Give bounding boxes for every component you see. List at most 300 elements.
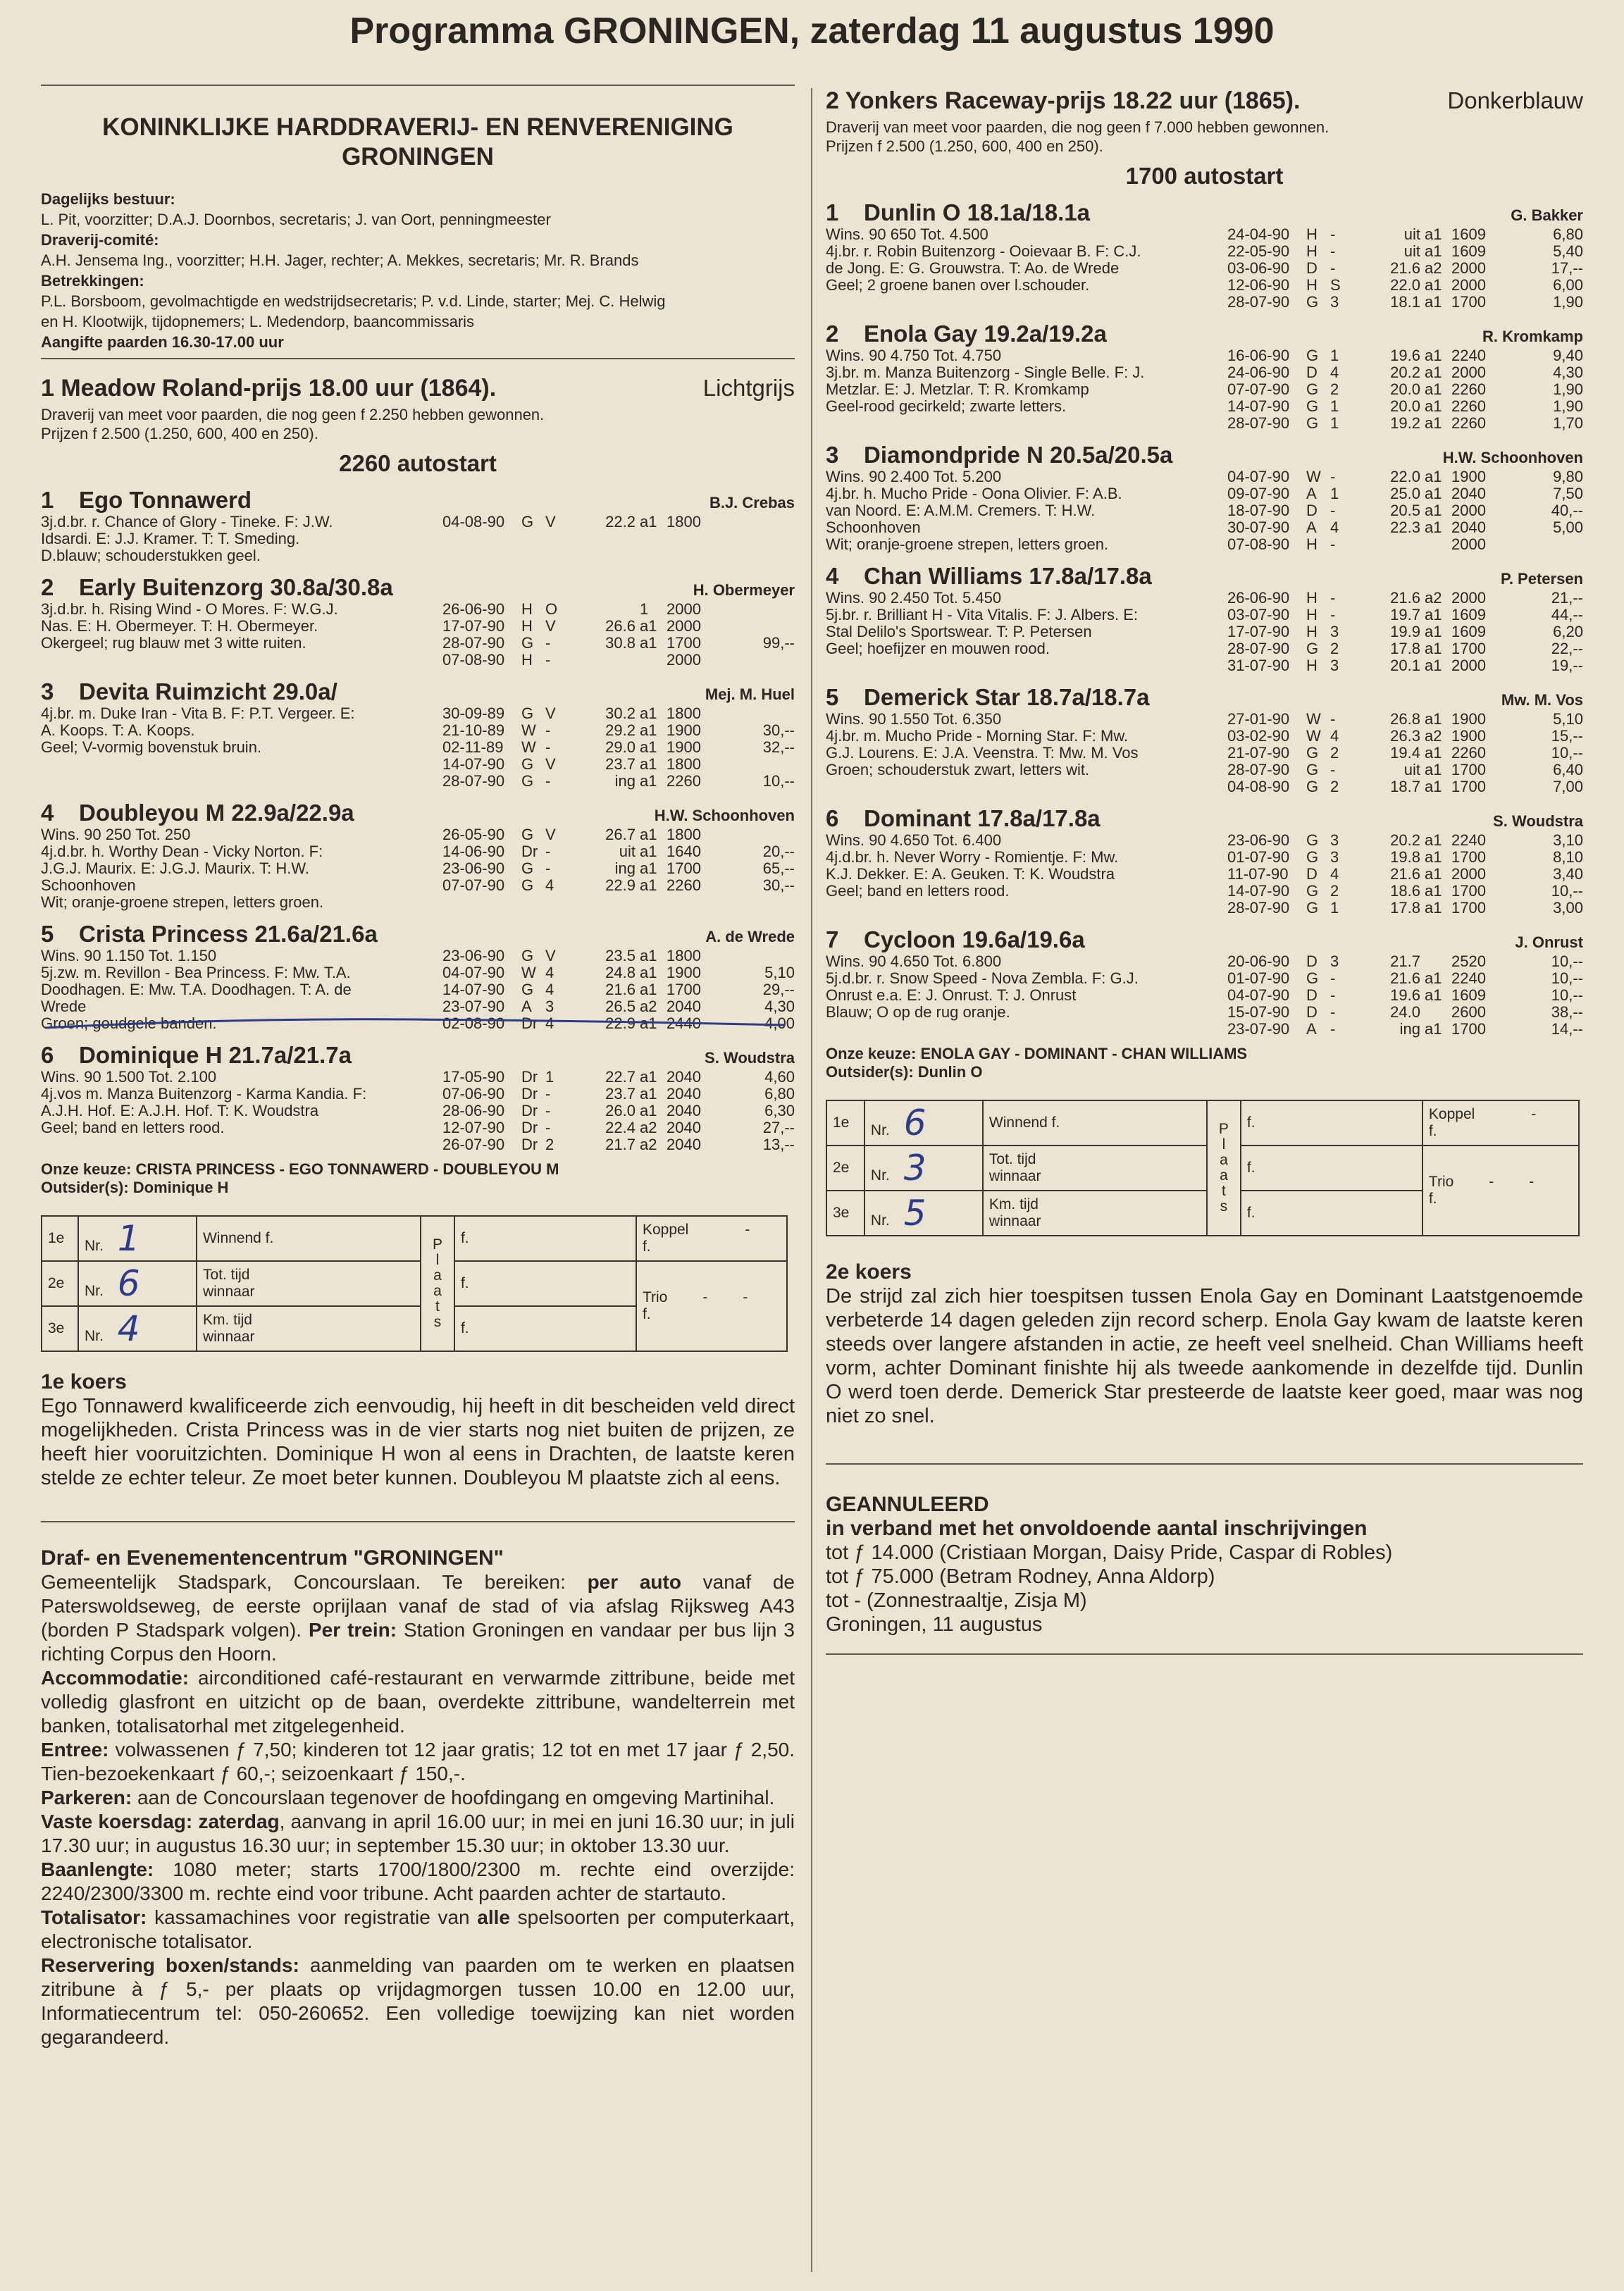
form-row [1227, 623, 1583, 640]
form-cell: 1900 [667, 964, 701, 981]
form-cell: - [1330, 589, 1336, 607]
form-row [1227, 519, 1583, 536]
form-cell: 14-06-90 [442, 843, 505, 860]
form-cell: 1700 [1451, 848, 1486, 866]
form-row [442, 860, 795, 877]
koers1-heading: 1e koers [41, 1370, 127, 1393]
centrum-loc-b: per auto [587, 1571, 681, 1593]
form-cell: 1609 [1451, 623, 1486, 640]
form-cell: G [521, 859, 534, 877]
form-cell: G [1306, 744, 1319, 762]
form-row [1227, 226, 1583, 243]
horse-body [826, 226, 1583, 311]
horse-title [41, 921, 378, 948]
form-cell: Dr [521, 1085, 538, 1103]
geannuleerd-line-4: Groningen, 11 augustus [826, 1613, 1043, 1636]
form-cell: 26-06-90 [1227, 589, 1290, 607]
form-cell: 18.7 [1390, 778, 1420, 795]
association-name [41, 113, 795, 172]
horse-desc-line: 5j.zw. m. Revillon - Bea Princess. F: Mw. T.A. [41, 964, 351, 981]
form-cell: a1 [640, 513, 657, 530]
horse-desc-line: Geel; band en letters rood. [826, 882, 1010, 900]
form-cell: 2040 [667, 1085, 701, 1103]
form-cell: 30.2 [605, 704, 636, 722]
dash: - [1531, 1106, 1537, 1122]
horse-body [41, 514, 795, 564]
form-cell: V [545, 755, 556, 773]
form-cell: G [1306, 761, 1319, 778]
geannuleerd-line-3: tot - (Zonnestraaltje, Zisja M) [826, 1589, 1087, 1612]
amount-cell: f. [1241, 1191, 1422, 1236]
form-row [442, 877, 795, 894]
form-cell: 9,40 [1553, 347, 1583, 364]
form-cell: 20.2 [1390, 831, 1420, 849]
form-cell: 04-07-90 [442, 964, 505, 981]
form-cell: G [521, 876, 534, 894]
page-title: Programma GRONINGEN, zaterdag 11 augustus 1990 [349, 11, 1275, 51]
horse-entry [41, 800, 795, 911]
form-cell: 19.2 [1390, 414, 1420, 432]
form-cell: 2040 [1451, 519, 1486, 536]
horse-desc-line: Wins. 90 2.450 Tot. 5.450 [826, 589, 1002, 607]
form-cell: 26.5 [605, 998, 636, 1015]
centrum-tot-c: spelsoorten per computerkaart, electronische totalisator. [41, 1906, 795, 1952]
form-cell: a1 [1425, 969, 1442, 987]
horse-entry [41, 574, 795, 669]
form-cell: 25.0 [1390, 485, 1420, 502]
form-row [442, 1086, 795, 1103]
horse-name: Dominant 17.8a/17.8a [864, 805, 1101, 831]
form-cell: 26.8 [1390, 710, 1420, 728]
horse-desc-line: Blauw; O op de rug oranje. [826, 1003, 1010, 1021]
place-cell: 3e [42, 1306, 78, 1351]
horse-desc-line: Geel; 2 groene banen over l.schouder. [826, 276, 1090, 294]
plaats-cell [1207, 1100, 1241, 1236]
form-cell: - [1330, 969, 1336, 987]
form-row [1227, 711, 1583, 728]
horse-number: 7 [826, 926, 839, 952]
horse-entry [41, 1042, 795, 1153]
form-cell: 1 [1330, 414, 1339, 432]
form-cell: G [1306, 293, 1319, 311]
horse-body [826, 590, 1583, 674]
centrum-entree [41, 1738, 795, 1786]
form-cell: ing [614, 859, 636, 877]
form-cell [726, 948, 795, 964]
form-cell: a1 [1425, 657, 1442, 674]
form-cell: 22.0 [1390, 276, 1420, 294]
centrum-parkeren [41, 1786, 795, 1810]
form-cell: 20-06-90 [1227, 952, 1290, 970]
form-cell: 2000 [1451, 259, 1486, 277]
koers2-text: De strijd zal zich hier toespitsen tussen Enola Gay en Dominant Laatstgenoemde verbeterde 14 dagen geleden zijn record scherp. Enola Gay kwam de laatste keren steeds over langere afstanden in actie, ze heeft veel snelheid. Chan Williams heeft vorm, achter Dominant finishte hij als tweede aankomende in dezelfde tijd. Dunlin O werd toen derde. Demerick Star presteerde de laatste keer goed, maar was nog niet zo snel. [826, 1285, 1583, 1427]
rule [41, 358, 795, 359]
form-cell: 2000 [1451, 865, 1486, 883]
plaats-letter: l [435, 1252, 440, 1268]
form-cell: 2260 [1451, 414, 1486, 432]
horse-title [41, 1042, 352, 1069]
horse-desc-line: 3j.d.br. r. Chance of Glory - Tineke. F: J.W. [41, 513, 333, 530]
form-cell: 19.7 [1390, 606, 1420, 623]
horse-desc-line: 4j.br. m. Duke Iran - Vita B. F: P.T. Vergeer. E: [41, 704, 355, 722]
form-row [1227, 728, 1583, 745]
horse-description [826, 468, 1227, 553]
form-cell: - [1330, 468, 1336, 485]
form-cell: a1 [1425, 710, 1442, 728]
form-cell: 24-06-90 [1227, 364, 1290, 381]
form-cell: a1 [1425, 397, 1442, 415]
form-cell: 2520 [1451, 952, 1486, 970]
form-cell: 21.7 [1390, 952, 1420, 970]
horse-entry [826, 805, 1583, 917]
horse-desc-line: Doodhagen. E: Mw. T.A. Doodhagen. T: A. de [41, 981, 352, 998]
form-cell: H [1306, 276, 1318, 294]
form-cell: 10,-- [762, 772, 795, 790]
koers2-heading: 2e koers [826, 1260, 912, 1284]
form-cell: 04-07-90 [1227, 468, 1290, 485]
form-cell: 20.0 [1390, 380, 1420, 398]
form-row [442, 826, 795, 843]
form-row [1227, 745, 1583, 762]
horse-entry [41, 678, 795, 790]
geannuleerd-line-2: tot ƒ 75.000 (Betram Rodney, Anna Aldorp) [826, 1565, 1215, 1588]
horse-desc-line: Schoonhoven [826, 519, 921, 536]
form-cell: 29.0 [605, 738, 636, 756]
koppel-f: f. [642, 1238, 651, 1255]
form-cell: D [1306, 865, 1318, 883]
result-row [42, 1261, 787, 1306]
form-cell: 26-07-90 [442, 1136, 505, 1153]
horse-driver: R. Kromkamp [1482, 328, 1583, 345]
form-cell [726, 514, 795, 530]
horse-name: Ego Tonnawerd [79, 487, 252, 513]
form-row [442, 705, 795, 722]
form-cell: W [521, 721, 536, 739]
horse-entry [826, 563, 1583, 674]
horse-header [41, 921, 795, 948]
form-cell: 21.6 [1390, 865, 1420, 883]
horse-form [442, 601, 795, 669]
form-row [1227, 243, 1583, 260]
horse-body [826, 711, 1583, 795]
form-cell: 7,50 [1553, 485, 1583, 502]
form-cell: a1 [1425, 606, 1442, 623]
form-cell: 28-07-90 [1227, 899, 1290, 917]
form-cell: 01-07-90 [1227, 848, 1290, 866]
geannuleerd-block [826, 1493, 1583, 1637]
form-cell: 1609 [1451, 986, 1486, 1004]
form-cell: a1 [1425, 865, 1442, 883]
form-cell: 30-09-89 [442, 704, 505, 722]
horse-number: 3 [826, 442, 839, 468]
trio-text: Trio [642, 1289, 668, 1305]
centrum-tot-a: kassamachines voor registratie van [147, 1906, 478, 1928]
label-cell [197, 1306, 421, 1351]
form-cell: 31-07-90 [1227, 657, 1290, 674]
form-cell: 28-07-90 [1227, 414, 1290, 432]
form-cell: H [1306, 623, 1318, 640]
geannuleerd-heading: GEANNULEERD [826, 1493, 989, 1516]
horse-header [41, 574, 795, 601]
horse-number: 1 [826, 199, 839, 225]
horse-form [1227, 468, 1583, 553]
form-cell [726, 756, 795, 773]
form-cell: 3,00 [1553, 899, 1583, 917]
form-cell: 4 [1330, 364, 1339, 381]
amount-cell: f. [454, 1306, 636, 1351]
form-cell: a1 [1425, 414, 1442, 432]
form-cell: Dr [521, 1136, 538, 1153]
form-cell: 26.3 [1390, 727, 1420, 745]
form-cell: 1800 [667, 826, 701, 843]
form-cell: 23.7 [605, 1085, 636, 1103]
race2-title: 2 Yonkers Raceway-prijs 18.22 uur (1865). [826, 87, 1301, 114]
form-cell: a1 [640, 843, 657, 860]
horse-description [826, 226, 1227, 311]
handwritten-number: 6 [903, 1103, 926, 1143]
form-cell: 2040 [667, 998, 701, 1015]
form-cell: a1 [640, 859, 657, 877]
form-cell: A [1306, 485, 1317, 502]
horse-name: Chan Williams 17.8a/17.8a [864, 563, 1152, 589]
horse-desc-line: 3j.d.br. h. Rising Wind - O Mores. F: W.G.J. [41, 600, 338, 618]
form-cell: 07-07-90 [1227, 380, 1290, 398]
plaats-letter: t [435, 1298, 440, 1315]
form-cell: 4,00 [764, 1014, 795, 1032]
horse-form [1227, 953, 1583, 1038]
top-rule [41, 85, 795, 86]
horse-name: Enola Gay 19.2a/19.2a [864, 321, 1107, 347]
form-cell: Dr [521, 1119, 538, 1136]
form-cell: a1 [640, 1085, 657, 1103]
koppel-label [643, 1222, 781, 1238]
form-cell: a1 [640, 772, 657, 790]
form-cell: - [1330, 259, 1336, 277]
form-cell: V [545, 826, 556, 843]
form-cell: 20.1 [1390, 657, 1420, 674]
form-cell: A [1306, 519, 1317, 536]
form-cell: 2000 [1451, 364, 1486, 381]
horse-title [826, 563, 1152, 590]
form-cell: 01-07-90 [1227, 969, 1290, 987]
horse-header [826, 926, 1583, 953]
form-cell: 1 [1330, 899, 1339, 917]
horse-title [41, 678, 337, 705]
form-cell: 10,-- [1551, 744, 1583, 762]
horse-form [442, 1069, 795, 1153]
horse-desc-line: Wins. 90 1.500 Tot. 2.100 [41, 1068, 217, 1086]
form-cell: D [1306, 259, 1318, 277]
form-cell: 24.8 [605, 964, 636, 981]
form-cell: 2040 [667, 1136, 701, 1153]
form-cell: a1 [640, 981, 657, 998]
horse-description [826, 590, 1227, 674]
form-cell: 1,90 [1553, 397, 1583, 415]
dash: - [743, 1289, 748, 1305]
form-cell: 04-08-90 [442, 513, 505, 530]
form-cell: 10,-- [1551, 882, 1583, 900]
form-cell: 1700 [1451, 761, 1486, 778]
horse-form [442, 514, 795, 564]
plaats-letter: s [433, 1314, 442, 1330]
form-cell: a1 [1425, 623, 1442, 640]
dash: - [1489, 1174, 1494, 1190]
form-cell: 22.9 [605, 1014, 636, 1032]
form-cell: ing [614, 772, 636, 790]
form-cell: a2 [640, 1119, 657, 1136]
horse-name: Dominique H 21.7a/21.7a [79, 1042, 352, 1068]
trio-label [1429, 1174, 1573, 1191]
form-cell: 26.0 [605, 1102, 636, 1119]
form-cell: a1 [1425, 640, 1442, 657]
form-cell: a1 [1425, 519, 1442, 536]
form-cell: H [1306, 657, 1318, 674]
handwritten-number: 4 [117, 1308, 140, 1349]
form-cell: 22.0 [1390, 468, 1420, 485]
form-cell: a1 [1425, 761, 1442, 778]
form-cell: - [1330, 535, 1336, 553]
form-cell: 5,00 [1553, 519, 1583, 536]
horse-driver: H.W. Schoonhoven [654, 807, 795, 824]
form-cell: 1 [640, 600, 649, 618]
form-cell: 3 [1330, 952, 1339, 970]
horse-title [826, 926, 1085, 953]
nr-cell [864, 1146, 983, 1191]
horse-body [826, 832, 1583, 917]
form-cell: 22.4 [605, 1119, 636, 1136]
horse-entry [826, 684, 1583, 795]
race2-desc-2: Prijzen f 2.500 (1.250, 600, 400 en 250). [826, 137, 1103, 155]
form-cell: a1 [1425, 882, 1442, 900]
form-cell: - [1330, 761, 1336, 778]
race1-outsider: Outsider(s): Dominique H [41, 1179, 229, 1196]
form-cell: 3 [1330, 848, 1339, 866]
horse-number: 5 [41, 921, 54, 947]
form-cell: 17,-- [1551, 259, 1583, 277]
result-row [826, 1146, 1579, 1191]
horse-body [826, 468, 1583, 553]
form-cell: 14,-- [1551, 1020, 1583, 1038]
form-cell: a1 [640, 704, 657, 722]
form-row [1227, 987, 1583, 1004]
horse-body [41, 705, 795, 790]
form-row [1227, 260, 1583, 277]
horse-desc-line: Groen; goudgele banden. [41, 1014, 217, 1032]
form-cell: 14-07-90 [1227, 397, 1290, 415]
plaats-letter: a [433, 1267, 442, 1284]
form-cell: 6,20 [1553, 623, 1583, 640]
horse-desc-line: Geel; band en letters rood. [41, 1119, 225, 1136]
horse-desc-line: Schoonhoven [41, 876, 136, 894]
centrum-reservering [41, 1954, 795, 2049]
form-cell: 1900 [1451, 727, 1486, 745]
form-cell: 1700 [667, 859, 701, 877]
form-row [442, 514, 795, 530]
form-cell: 20.0 [1390, 397, 1420, 415]
horse-name: Demerick Star 18.7a/18.7a [864, 684, 1150, 710]
form-cell: G [1306, 778, 1319, 795]
horse-title [41, 800, 354, 826]
form-row [1227, 970, 1583, 987]
horse-desc-line: Wit; oranje-groene strepen, letters groen. [41, 893, 324, 911]
form-cell: 3,10 [1553, 831, 1583, 849]
centrum-location [41, 1570, 795, 1666]
form-cell: 2040 [667, 1119, 701, 1136]
horse-desc-line: D.blauw; schouderstukken geel. [41, 547, 261, 564]
form-cell: 14-07-90 [442, 755, 505, 773]
plaats-letter: s [1220, 1198, 1228, 1215]
form-cell: 1700 [667, 981, 701, 998]
horse-desc-line: van Noord. E: A.M.M. Cremers. T: H.W. [826, 502, 1096, 519]
form-cell: 3,40 [1553, 865, 1583, 883]
plaats-letter: P [1218, 1121, 1229, 1137]
form-row [442, 964, 795, 981]
comite-text: A.H. Jensema Ing., voorzitter; H.H. Jager, rechter; A. Mekkes, secretaris; Mr. R. Brands [41, 252, 639, 269]
cell-label: Km. tijd [988, 1196, 1039, 1212]
form-cell: H [1306, 225, 1318, 243]
form-cell [726, 618, 795, 635]
form-row [1227, 953, 1583, 970]
race1-color: Lichtgrijs [702, 375, 795, 401]
horse-entry [826, 199, 1583, 311]
rule [826, 1653, 1583, 1655]
form-cell: 30,-- [762, 721, 795, 739]
form-cell: a1 [1425, 380, 1442, 398]
form-cell: 21.6 [1390, 259, 1420, 277]
form-cell: 4 [1330, 519, 1339, 536]
horse-desc-line: A. Koops. T: A. Koops. [41, 721, 195, 739]
horse-body [41, 601, 795, 669]
horse-desc-line: G.J. Lourens. E: J.A. Veenstra. T: Mw. M. Vos [826, 744, 1139, 762]
form-cell: a1 [1425, 347, 1442, 364]
form-cell: 04-08-90 [1227, 778, 1290, 795]
horse-number: 4 [41, 800, 54, 826]
form-cell: a1 [640, 826, 657, 843]
form-cell: G [1306, 640, 1319, 657]
plaats-letter: a [1220, 1167, 1228, 1184]
form-cell: 3 [1330, 831, 1339, 849]
cell-label: Tot. tijd [202, 1267, 250, 1283]
form-row [1227, 347, 1583, 364]
form-cell: a1 [640, 721, 657, 739]
form-cell: 2260 [1451, 380, 1486, 398]
form-cell: 10,-- [1551, 969, 1583, 987]
form-cell: 11-07-90 [1227, 865, 1289, 883]
form-cell: 2000 [1451, 535, 1486, 553]
horse-form [442, 705, 795, 790]
form-row [442, 843, 795, 860]
form-row [442, 948, 795, 964]
horse-header [826, 805, 1583, 832]
pen-strike-mark [45, 1012, 785, 1033]
centrum-koersdag [41, 1810, 795, 1858]
form-cell: 27-01-90 [1227, 710, 1290, 728]
horse-entry [826, 926, 1583, 1038]
horse-title [41, 487, 252, 514]
form-cell: 6,30 [764, 1102, 795, 1119]
form-cell: D [1306, 952, 1318, 970]
form-cell: a1 [1425, 468, 1442, 485]
nr-cell [864, 1100, 983, 1146]
form-cell: a1 [1425, 778, 1442, 795]
form-cell: G [1306, 848, 1319, 866]
horse-description [41, 601, 442, 669]
form-cell: 2000 [667, 651, 701, 669]
association-name-line1: KONINKLIJKE HARDDRAVERIJ- EN RENVERENIGING [102, 113, 733, 141]
form-cell: 2000 [1451, 657, 1486, 674]
form-cell: 14-07-90 [1227, 882, 1290, 900]
cell-label: Winnend f. [988, 1115, 1060, 1131]
